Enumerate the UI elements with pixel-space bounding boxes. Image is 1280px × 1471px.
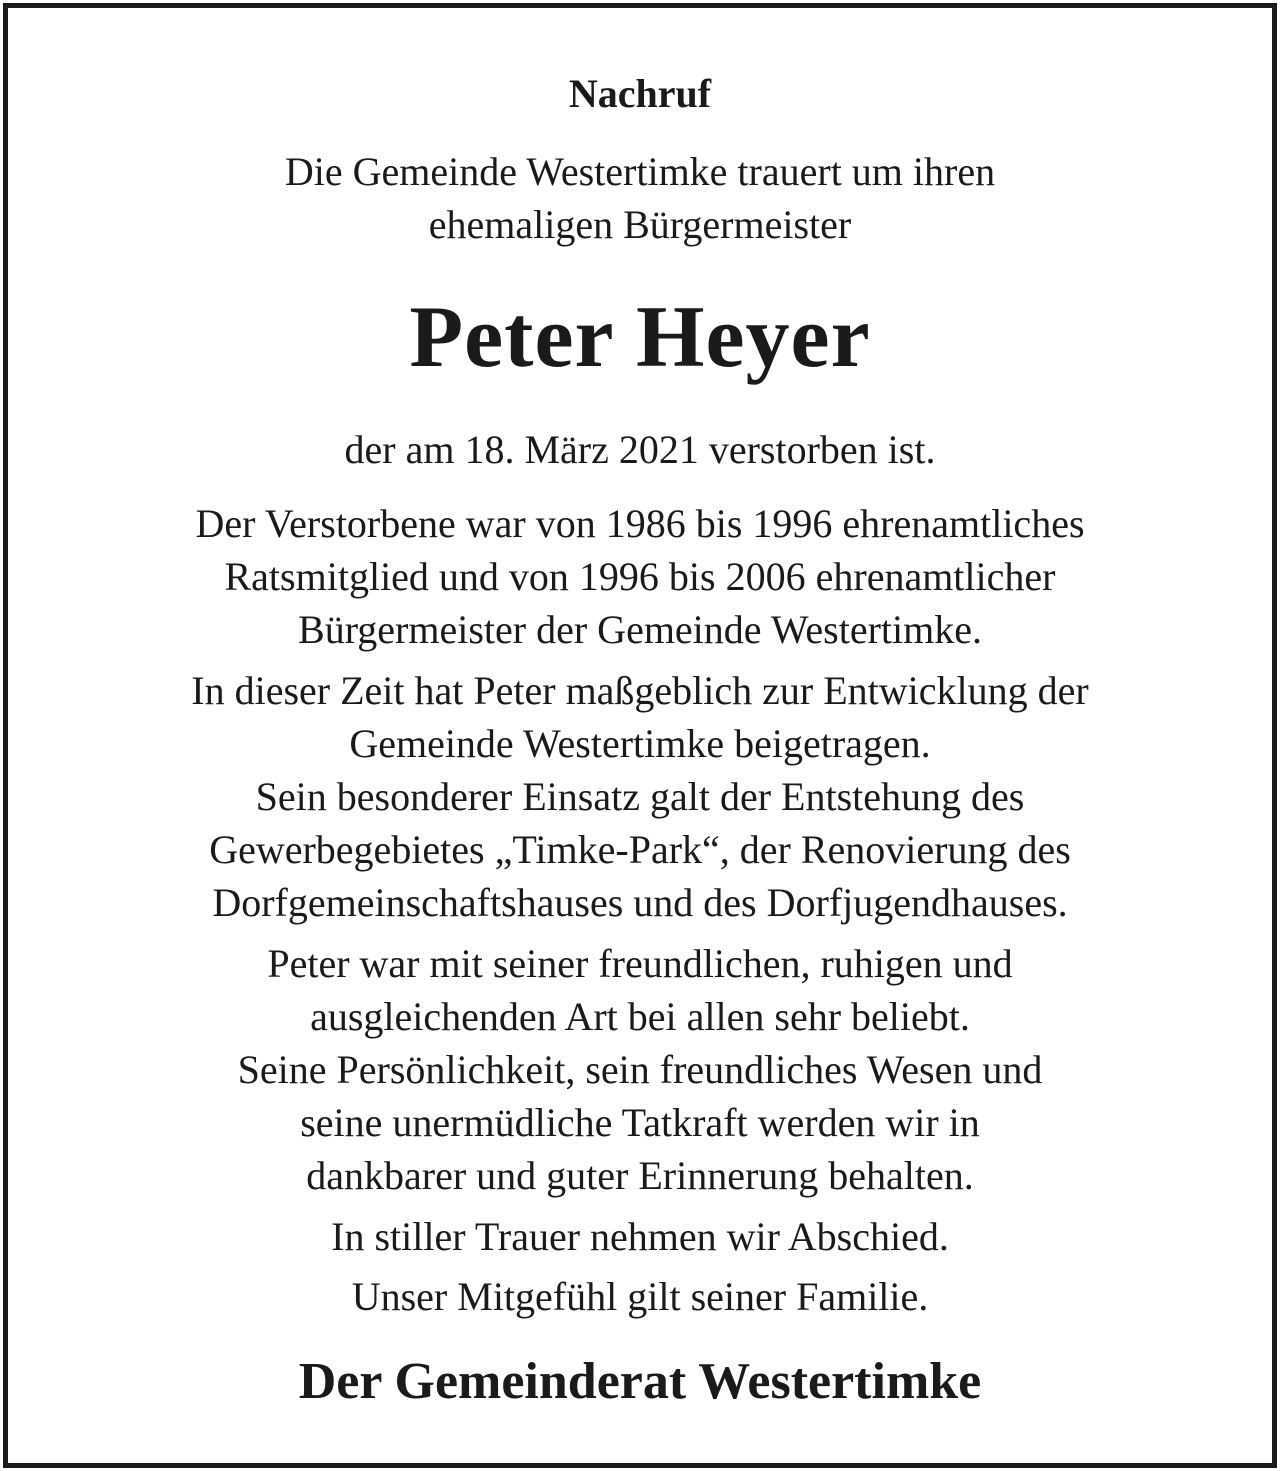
paragraph-3-line-3: Seine Persönlichkeit, sein freundliches Wesen und bbox=[237, 1047, 1043, 1092]
obituary-heading: Nachruf bbox=[568, 71, 712, 116]
death-date-line: der am 18. März 2021 verstorben ist. bbox=[344, 427, 936, 472]
paragraph-3-line-2: ausgleichenden Art bei allen sehr beliebt. bbox=[310, 994, 970, 1039]
paragraph-3-line-5: dankbarer und guter Erinnerung behalten. bbox=[306, 1153, 974, 1198]
intro-line-2: ehemaligen Bürgermeister bbox=[428, 202, 852, 247]
paragraph-1-line-3: Bürgermeister der Gemeinde Westertimke. bbox=[298, 607, 982, 652]
signature: Der Gemeinderat Westertimke bbox=[298, 1353, 982, 1410]
paragraph-2-line-5: Dorfgemeinschaftshauses und des Dorfjugendhauses. bbox=[212, 880, 1068, 925]
paragraph-2-line-4: Gewerbegebietes „Timke-Park“, der Renovierung des bbox=[209, 827, 1071, 872]
paragraph-2-line-2: Gemeinde Westertimke beigetragen. bbox=[349, 721, 931, 766]
paragraph-1-line-1: Der Verstorbene war von 1986 bis 1996 ehrenamtliches bbox=[195, 501, 1085, 546]
intro-line-1: Die Gemeinde Westertimke trauert um ihren bbox=[284, 149, 996, 194]
condolence-line: Unser Mitgefühl gilt seiner Familie. bbox=[351, 1274, 929, 1319]
paragraph-3-line-4: seine unermüdliche Tatkraft werden wir in bbox=[300, 1100, 980, 1145]
paragraph-2-line-3: Sein besonderer Einsatz galt der Entstehung des bbox=[255, 774, 1025, 819]
paragraph-2-line-1: In dieser Zeit hat Peter maßgeblich zur Entwicklung der bbox=[191, 668, 1089, 713]
paragraph-3-line-1: Peter war mit seiner freundlichen, ruhigen und bbox=[267, 941, 1013, 986]
deceased-name: Peter Heyer bbox=[409, 289, 871, 386]
farewell-line: In stiller Trauer nehmen wir Abschied. bbox=[331, 1214, 949, 1259]
obituary-frame bbox=[3, 3, 1277, 1468]
paragraph-1-line-2: Ratsmitglied und von 1996 bis 2006 ehrenamtlicher bbox=[224, 554, 1056, 599]
